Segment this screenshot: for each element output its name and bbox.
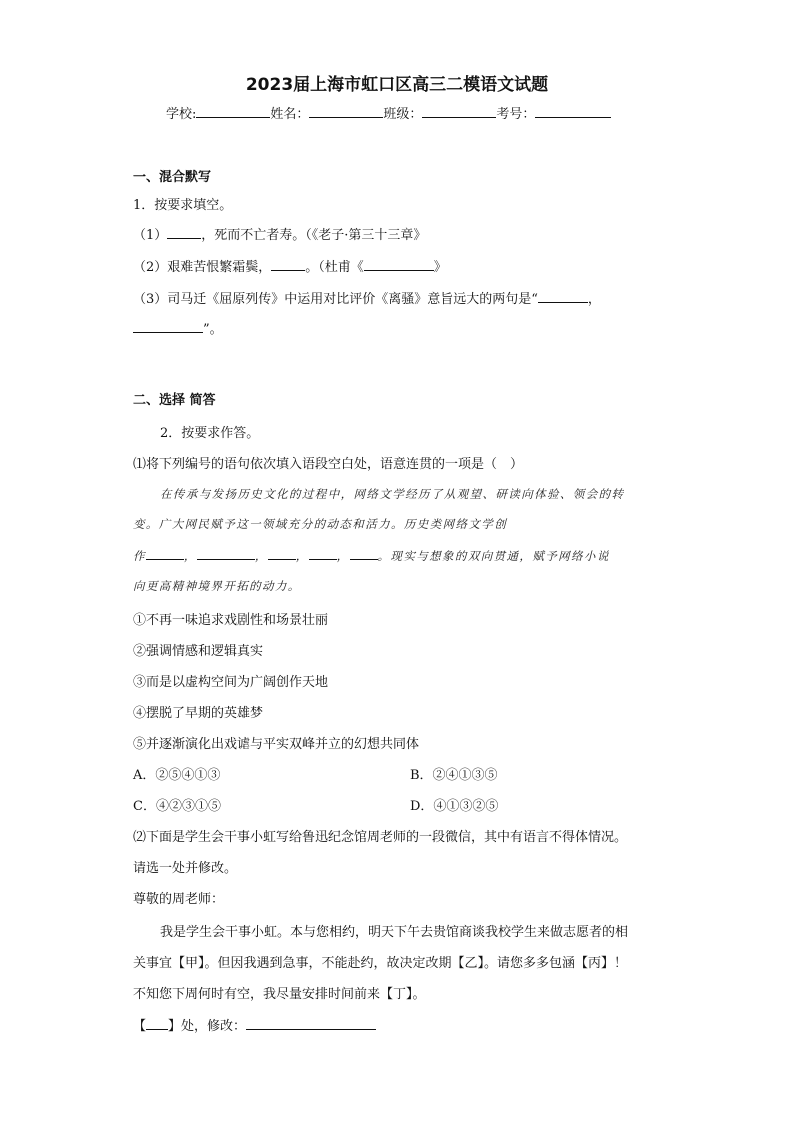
question-1-part-3-cont [133, 318, 223, 337]
passage-line-3-start: 作 [133, 549, 146, 563]
question-1-stem: 1．按要求填空。 [133, 198, 233, 213]
passage-line-3-end: 。现实与想象的双向贯通，赋予网络小说 [377, 549, 610, 563]
question-2-stem: 2．按要求作答。 [160, 426, 260, 441]
item-4: ④摆脱了早期的英雄梦 [133, 706, 264, 721]
passage-blank-5[interactable] [350, 547, 378, 560]
letter-line-3: 不知您下周何时有空，我尽量安排时间前来【丁】。 [133, 987, 426, 1002]
class-blank[interactable] [422, 104, 496, 118]
q1-1-suffix: ，死而不亡者寿。（《老子·第三十三章》 [201, 228, 427, 243]
item-5: ⑤并逐渐演化出戏谑与平实双峰并立的幻想共同体 [133, 737, 420, 752]
name-label: 姓名： [270, 107, 310, 122]
letter-greeting: 尊敬的周老师： [133, 892, 225, 907]
q1-1-blank[interactable] [167, 226, 201, 239]
question-1-part-1 [133, 224, 426, 243]
q1-2-prefix: （2）艰难苦恨繁霜鬓， [133, 260, 272, 275]
q1-2-blank-2[interactable] [364, 258, 434, 271]
option-b[interactable]: B．②④①③⑤ [410, 768, 498, 783]
section-heading-2: 二、选择 简答 [133, 393, 216, 408]
passage-line-2: 变。广大网民赋予这一领域充分的动态和活力。历史类网络文学创 [133, 517, 508, 531]
passage-blank-1[interactable] [146, 547, 184, 560]
number-label: 考号： [496, 107, 536, 122]
passage-line-1: 在传承与发扬历史文化的过程中，网络文学经历了从观望、研读向体验、领会的转 [160, 487, 625, 501]
question-2-1-stem: ⑴将下列编号的语句依次填入语段空白处，语意连贯的一项是（ ） [133, 457, 524, 472]
name-blank[interactable] [309, 104, 383, 118]
number-blank[interactable] [535, 104, 611, 118]
school-blank[interactable] [196, 104, 270, 118]
option-d[interactable]: D．④①③②⑤ [410, 799, 499, 814]
q1-3-prefix: （3）司马迁《屈原列传》中运用对比评价《离骚》意旨远大的两句是“ [133, 292, 538, 307]
passage-blank-3[interactable] [268, 547, 296, 560]
option-a[interactable]: A．②⑤④①③ [133, 768, 221, 783]
question-1-part-3 [133, 288, 601, 307]
q1-2-end: 》 [433, 260, 447, 275]
item-3: ③而是以虚构空间为广阔创作天地 [133, 675, 329, 690]
option-c[interactable]: C．④②③①⑤ [133, 799, 221, 814]
question-2-2-line-2: 请选一处并修改。 [133, 861, 238, 876]
q1-3-blank-2[interactable] [133, 320, 203, 333]
student-info-line [166, 103, 611, 122]
item-1: ①不再一味追求戏剧性和场景壮丽 [133, 613, 329, 628]
q1-2-mid: 。（杜甫《 [305, 260, 364, 275]
passage-blank-4[interactable] [309, 547, 337, 560]
answer-blank-position[interactable] [146, 1017, 168, 1030]
answer-bracket-open: 【 [133, 1019, 147, 1034]
q1-3-end: ”。 [203, 322, 223, 337]
q1-3-comma: ， [587, 292, 601, 307]
passage-sep-4: ， [336, 549, 350, 563]
passage-sep-2: ， [254, 549, 268, 563]
passage-blank-2[interactable] [197, 547, 255, 560]
passage-line-3 [133, 547, 610, 564]
q1-1-prefix: （1） [133, 228, 168, 243]
answer-bracket-close: 】处，修改： [168, 1019, 247, 1034]
passage-sep-1: ， [183, 549, 197, 563]
school-label: 学校: [166, 107, 197, 122]
q1-2-blank-1[interactable] [271, 258, 305, 271]
item-2: ②强调情感和逻辑真实 [133, 644, 264, 659]
question-1-part-2 [133, 256, 447, 275]
class-label: 班级： [383, 107, 423, 122]
passage-sep-3: ， [295, 549, 309, 563]
question-2-2-line-1: ⑵下面是学生会干事小虹写给鲁迅纪念馆周老师的一段微信，其中有语言不得体情况。 [133, 830, 628, 845]
answer-blank-revision[interactable] [246, 1017, 376, 1030]
letter-line-1: 我是学生会干事小虹。本与您相约，明天下午去贵馆商谈我校学生来做志愿者的相 [160, 925, 629, 940]
page-title: 2023届上海市虹口区高三二模语文试题 [245, 75, 549, 95]
answer-line [133, 1015, 376, 1034]
letter-line-2: 关事宜【甲】。但因我遇到急事，不能赴约，故决定改期【乙】。请您多多包涵【丙】！ [133, 956, 628, 971]
section-heading-1: 一、混合默写 [133, 170, 212, 185]
q1-3-blank-1[interactable] [538, 290, 588, 303]
passage-line-4: 向更高精神境界开拓的动力。 [133, 579, 301, 593]
